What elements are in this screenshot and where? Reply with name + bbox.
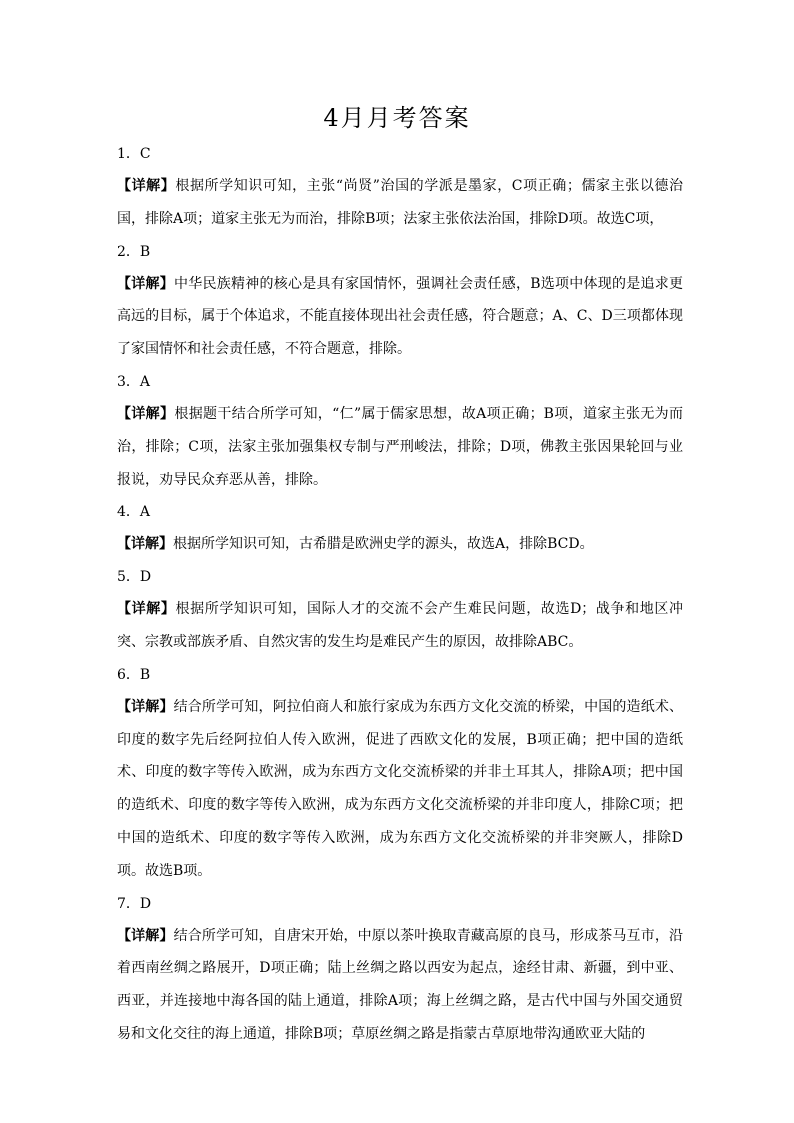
answer-explanation <box>117 268 683 366</box>
answer-explanation <box>117 170 683 236</box>
answer-explanation <box>117 920 683 1051</box>
explanation-text: 根据所学知识可知，主张“尚贤”治国的学派是墨家，C项正确；儒家主张以德治国，排除A项；道家主张无为而治，排除B项；法家主张依法治国，排除D项。故选C项， <box>117 178 683 227</box>
answer-number: 3．A <box>117 373 151 390</box>
answer-number: 6．B <box>117 666 151 683</box>
explanation-tag: 【详解】 <box>117 275 174 292</box>
explanation-text: 根据所学知识可知，古希腊是欧洲史学的源头，故选A，排除BCD。 <box>173 536 594 553</box>
explanation-text: 中华民族精神的核心是具有家国情怀，强调社会责任感，B选项中体现的是追求更高远的目标，属于个体追求，不能直接体现出社会责任感，符合题意；A、C、D三项都体现了家国情怀和社会责任感，不符合题意，排除。 <box>117 275 683 358</box>
explanation-tag: 【详解】 <box>117 698 174 715</box>
answer-explanation <box>117 398 683 496</box>
explanation-tag: 【详解】 <box>117 536 173 553</box>
answer-number: 7．D <box>117 895 152 912</box>
explanation-text: 结合所学可知，阿拉伯商人和旅行家成为东西方文化交流的桥梁，中国的造纸术、印度的数字先后经阿拉伯人传入欧洲，促进了西欧文化的发展，B项正确；把中国的造纸术、印度的数字等传入欧洲，成为东西方文化交流桥梁的并非土耳其人，排除A项；把中国的造纸术、印度的数字等传入欧洲，成为东西方文化交流桥梁的并非印度人，排除C项；把中国的造纸术、印度的数字等传入欧洲，成为东西方文化交流桥梁的并非突厥人，排除D项。故选B项。 <box>117 698 684 879</box>
answer-list <box>117 138 683 1051</box>
explanation-tag: 【详解】 <box>117 178 176 194</box>
explanation-tag: 【详解】 <box>117 601 176 618</box>
answer-explanation <box>117 593 683 659</box>
explanation-tag: 【详解】 <box>117 405 175 422</box>
answer-number: 1．C <box>117 146 151 162</box>
answer-number: 5．D <box>117 569 152 586</box>
answer-explanation <box>117 691 683 888</box>
explanation-text: 根据题干结合所学可知，“仁”属于儒家思想，故A项正确；B项，道家主张无为而治，排除；C项，法家主张加强集权专制与严刑峻法，排除；D项，佛教主张因果轮回与业报说，劝导民众弃恶从善，排除。 <box>117 405 684 488</box>
explanation-tag: 【详解】 <box>117 927 174 944</box>
explanation-text: 结合所学可知，自唐宋开始，中原以茶叶换取青藏高原的良马，形成茶马互市，沿着西南丝绸之路展开，D项正确；陆上丝绸之路以西安为起点，途经甘肃、新疆，到中亚、西亚，并连接地中海各国的陆上通道，排除A项；海上丝绸之路，是古代中国与外国交通贸易和文化交往的海上通道，排除B项；草原丝绸之路是指蒙古草原地带沟通欧亚大陆的 <box>117 927 684 1042</box>
page-title: 4月月考答案 <box>323 104 471 132</box>
answer-number: 2．B <box>117 243 151 260</box>
explanation-text: 根据所学知识可知，国际人才的交流不会产生难民问题，故选D；战争和地区冲突、宗教或部族矛盾、自然灾害的发生均是难民产生的原因，故排除ABC。 <box>117 601 683 650</box>
answer-number: 4．A <box>117 504 151 521</box>
answer-explanation <box>117 528 683 561</box>
